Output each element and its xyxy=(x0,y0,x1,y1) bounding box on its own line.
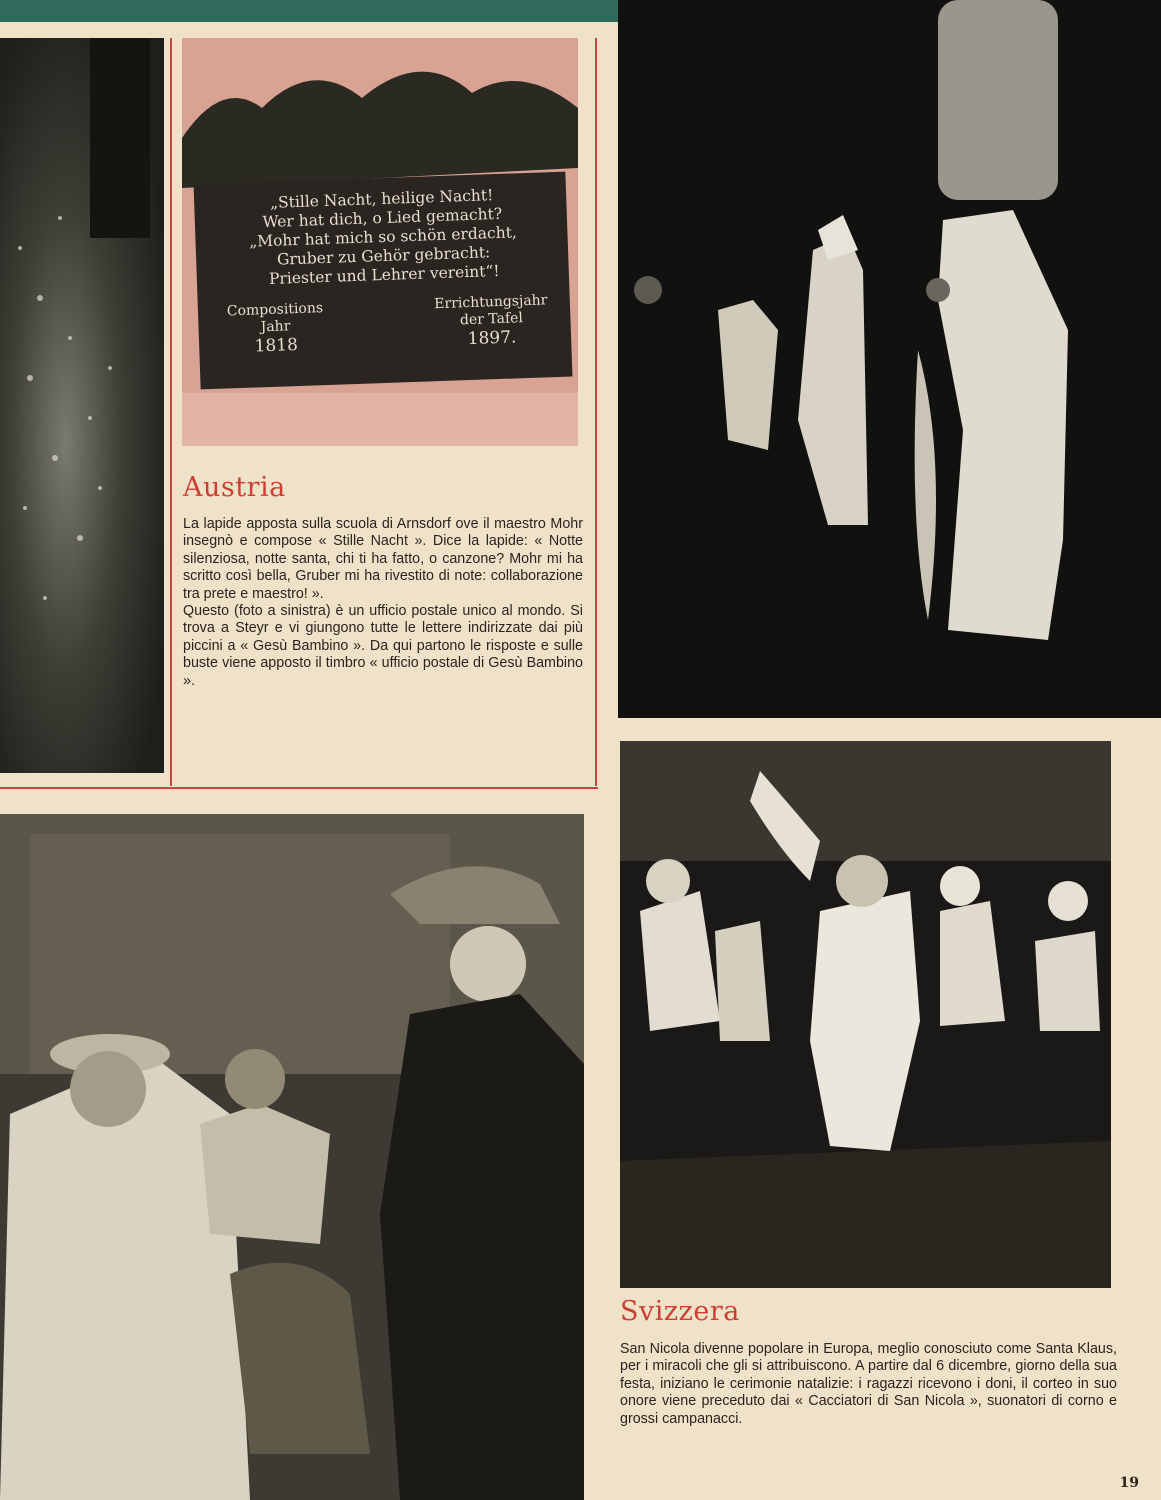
heading-svizzera: Svizzera xyxy=(620,1296,740,1327)
plaque-right-label-1: Errichtungsjahr xyxy=(434,292,548,313)
plaque-line: Wer hat dich, o Lied gemacht? xyxy=(262,204,503,232)
horn-players-graphic xyxy=(620,741,1111,1288)
red-rule-middle xyxy=(595,38,597,786)
plaque-right-year: 1897. xyxy=(467,327,517,350)
tree-photo-graphic xyxy=(0,38,164,773)
red-rule-horizontal xyxy=(0,787,598,789)
svizzera-text xyxy=(620,1341,1117,1428)
plaque-line: „Stille Nacht, heilige Nacht! xyxy=(269,186,494,212)
plaque-right-column xyxy=(426,292,558,350)
photo-christmas-tree-post-office xyxy=(0,38,164,773)
shepherds-graphic xyxy=(0,814,584,1500)
austria-paragraph-2: Questo (foto a sinistra) è un ufficio postale unico al mondo. Si trova a Steyr e vi giungono tutte le lettere indirizzate dai più piccini a « Gesù Bambino ». Da qui partono le risposte e sulle buste viene apposto il timbro « ufficio postale di Gesù Bambino ». xyxy=(183,603,583,689)
photo-stille-nacht-plaque xyxy=(182,38,578,446)
photo-saint-nicholas-procession xyxy=(618,0,1161,718)
photo-shepherds-with-lamb xyxy=(0,814,584,1500)
plaque-poem xyxy=(214,184,552,291)
plaque-line: Gruber zu Gehör gebracht: xyxy=(276,243,491,269)
heading-austria: Austria xyxy=(183,472,286,503)
procession-graphic xyxy=(618,0,1161,718)
photo-swiss-horn-players xyxy=(620,741,1111,1288)
austria-text xyxy=(183,516,583,690)
plaque-line: „Mohr hat mich so schön erdacht, xyxy=(248,223,518,251)
svizzera-paragraph: San Nicola divenne popolare in Europa, meglio conosciuto come Santa Klaus, per i miracoli che gli si attribuiscono. A partire dal 6 dicembre, giorno della sua festa, iniziano le cerimonie natalizie: i ragazzi ricevono i doni, il corteo in suo onore viene preceduto dai « Cacciatori di San Nicola », suonatori di corno e grossi campanacci. xyxy=(620,1341,1117,1427)
page-number: 19 xyxy=(1119,1475,1139,1491)
plaque-left-label-1: Compositions xyxy=(226,300,324,320)
austria-paragraph-1: La lapide apposta sulla scuola di Arnsdorf ove il maestro Mohr insegnò e compose « Stille Nacht ». Dice la lapide: « Notte silenziosa, notte santa, chi ti ha fatto, o canzone? Mohr mi ha scritto così bella, Gruber mi ha rivestito di note: collaborazione tra prete e maestro! ». xyxy=(183,516,583,602)
plaque-left-column xyxy=(220,300,332,357)
plaque-right-label-2: der Tafel xyxy=(459,310,524,329)
plaque-left-year: 1818 xyxy=(254,335,299,357)
plaque-left-label-2: Jahr xyxy=(260,318,291,336)
red-rule-left xyxy=(170,38,172,786)
plaque-stone xyxy=(194,172,573,390)
plaque-line: Priester und Lehrer vereint“! xyxy=(268,261,500,288)
